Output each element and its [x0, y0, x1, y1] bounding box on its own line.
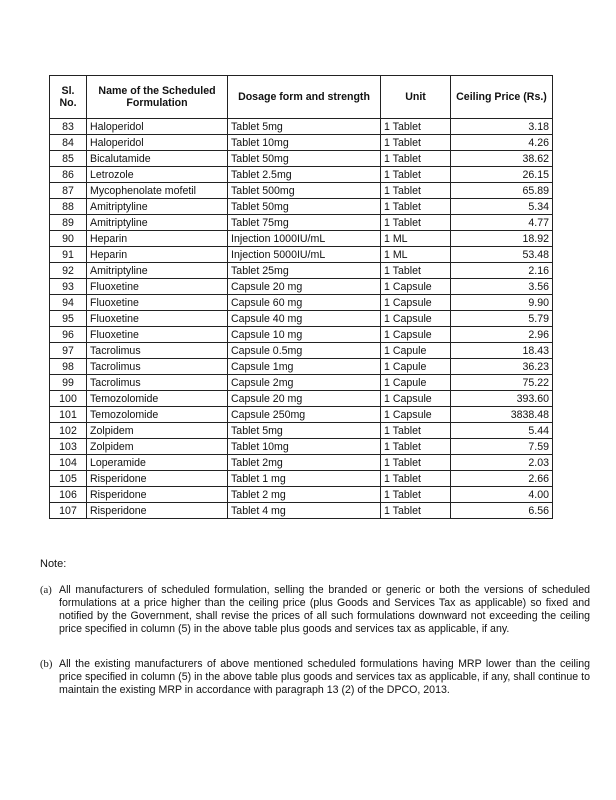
cell-formulation-name: Heparin [87, 231, 228, 247]
note-item-a [40, 584, 590, 636]
cell-dosage-form: Injection 1000IU/mL [228, 231, 381, 247]
table-row [50, 311, 553, 327]
note-b-text: All the existing manufacturers of above mentioned scheduled formulations having MRP lower than the ceiling price specified in column (5) in the above table plus goods and services tax as applicable, if any, shall continue to maintain the existing MRP in accordance with paragraph 13 (2) of the DPCO, 2013. [59, 658, 590, 696]
cell-ceiling-price: 2.96 [451, 327, 553, 343]
cell-formulation-name: Loperamide [87, 455, 228, 471]
note-title: Note: [40, 558, 67, 570]
cell-sl-no: 95 [50, 311, 87, 327]
cell-unit: 1 Tablet [381, 119, 451, 135]
table-row [50, 279, 553, 295]
table-row [50, 439, 553, 455]
cell-ceiling-price: 9.90 [451, 295, 553, 311]
table-row [50, 119, 553, 135]
cell-dosage-form: Capsule 1mg [228, 359, 381, 375]
cell-sl-no: 90 [50, 231, 87, 247]
cell-ceiling-price: 2.03 [451, 455, 553, 471]
cell-unit: 1 Capsule [381, 279, 451, 295]
cell-ceiling-price: 3.18 [451, 119, 553, 135]
cell-ceiling-price: 38.62 [451, 151, 553, 167]
cell-dosage-form: Tablet 25mg [228, 263, 381, 279]
cell-sl-no: 98 [50, 359, 87, 375]
cell-ceiling-price: 4.77 [451, 215, 553, 231]
cell-formulation-name: Haloperidol [87, 135, 228, 151]
cell-dosage-form: Tablet 75mg [228, 215, 381, 231]
cell-sl-no: 89 [50, 215, 87, 231]
note-a-label: (a) [40, 585, 52, 596]
cell-ceiling-price: 5.34 [451, 199, 553, 215]
cell-formulation-name: Tacrolimus [87, 343, 228, 359]
cell-dosage-form: Tablet 5mg [228, 119, 381, 135]
cell-dosage-form: Tablet 50mg [228, 199, 381, 215]
cell-dosage-form: Tablet 5mg [228, 423, 381, 439]
cell-ceiling-price: 3838.48 [451, 407, 553, 423]
header-sl-no: Sl. No. [50, 76, 87, 119]
cell-sl-no: 96 [50, 327, 87, 343]
cell-formulation-name: Fluoxetine [87, 311, 228, 327]
cell-unit: 1 Capsule [381, 391, 451, 407]
cell-unit: 1 Tablet [381, 183, 451, 199]
cell-dosage-form: Tablet 500mg [228, 183, 381, 199]
cell-ceiling-price: 4.00 [451, 487, 553, 503]
cell-formulation-name: Fluoxetine [87, 279, 228, 295]
cell-ceiling-price: 7.59 [451, 439, 553, 455]
table-row [50, 407, 553, 423]
cell-sl-no: 92 [50, 263, 87, 279]
table-row [50, 471, 553, 487]
cell-sl-no: 97 [50, 343, 87, 359]
cell-unit: 1 Tablet [381, 151, 451, 167]
cell-ceiling-price: 5.44 [451, 423, 553, 439]
cell-dosage-form: Tablet 4 mg [228, 503, 381, 519]
cell-ceiling-price: 2.16 [451, 263, 553, 279]
cell-ceiling-price: 65.89 [451, 183, 553, 199]
cell-unit: 1 Tablet [381, 167, 451, 183]
cell-sl-no: 83 [50, 119, 87, 135]
cell-ceiling-price: 2.66 [451, 471, 553, 487]
cell-dosage-form: Capsule 0.5mg [228, 343, 381, 359]
cell-formulation-name: Temozolomide [87, 391, 228, 407]
header-ceiling-price: Ceiling Price (Rs.) [451, 76, 553, 119]
cell-unit: 1 Capule [381, 359, 451, 375]
cell-dosage-form: Tablet 1 mg [228, 471, 381, 487]
table-row [50, 327, 553, 343]
cell-unit: 1 Capsule [381, 295, 451, 311]
cell-sl-no: 85 [50, 151, 87, 167]
cell-ceiling-price: 3.56 [451, 279, 553, 295]
cell-sl-no: 99 [50, 375, 87, 391]
cell-unit: 1 Tablet [381, 439, 451, 455]
note-a-text: All manufacturers of scheduled formulation, selling the branded or generic or both the versions of scheduled formulations at a price higher than the ceiling price (plus Goods and Services Tax as applicable) so fixed and notified by the Government, shall revise the prices of all such formulations downward not exceeding the ceiling price specified in column (5) in the above table plus goods and services tax as applicable, if any. [59, 584, 590, 635]
cell-dosage-form: Capsule 60 mg [228, 295, 381, 311]
cell-sl-no: 105 [50, 471, 87, 487]
header-formulation-name: Name of the Scheduled Formulation [87, 76, 228, 119]
cell-formulation-name: Risperidone [87, 487, 228, 503]
cell-sl-no: 107 [50, 503, 87, 519]
header-dosage-form: Dosage form and strength [228, 76, 381, 119]
table-header-row [50, 76, 553, 119]
cell-ceiling-price: 393.60 [451, 391, 553, 407]
cell-dosage-form: Capsule 2mg [228, 375, 381, 391]
table-row [50, 375, 553, 391]
cell-ceiling-price: 5.79 [451, 311, 553, 327]
cell-unit: 1 Tablet [381, 503, 451, 519]
cell-dosage-form: Injection 5000IU/mL [228, 247, 381, 263]
table-row [50, 455, 553, 471]
cell-formulation-name: Heparin [87, 247, 228, 263]
cell-dosage-form: Tablet 2 mg [228, 487, 381, 503]
cell-formulation-name: Amitriptyline [87, 199, 228, 215]
cell-dosage-form: Tablet 2mg [228, 455, 381, 471]
cell-sl-no: 84 [50, 135, 87, 151]
cell-formulation-name: Fluoxetine [87, 327, 228, 343]
table-body [50, 119, 553, 519]
cell-formulation-name: Amitriptyline [87, 215, 228, 231]
note-b-label: (b) [40, 659, 53, 670]
cell-unit: 1 Tablet [381, 487, 451, 503]
cell-dosage-form: Capsule 250mg [228, 407, 381, 423]
cell-dosage-form: Capsule 40 mg [228, 311, 381, 327]
cell-unit: 1 Capule [381, 375, 451, 391]
table-row [50, 215, 553, 231]
cell-ceiling-price: 18.92 [451, 231, 553, 247]
cell-unit: 1 Tablet [381, 135, 451, 151]
table-row [50, 151, 553, 167]
table-row [50, 343, 553, 359]
table-row [50, 487, 553, 503]
cell-formulation-name: Haloperidol [87, 119, 228, 135]
table-row [50, 199, 553, 215]
cell-sl-no: 101 [50, 407, 87, 423]
cell-unit: 1 Tablet [381, 199, 451, 215]
cell-ceiling-price: 53.48 [451, 247, 553, 263]
cell-unit: 1 Tablet [381, 471, 451, 487]
table-row [50, 183, 553, 199]
cell-ceiling-price: 75.22 [451, 375, 553, 391]
cell-sl-no: 104 [50, 455, 87, 471]
table-row [50, 247, 553, 263]
cell-formulation-name: Temozolomide [87, 407, 228, 423]
cell-ceiling-price: 4.26 [451, 135, 553, 151]
table-row [50, 263, 553, 279]
table-row [50, 295, 553, 311]
cell-sl-no: 106 [50, 487, 87, 503]
cell-sl-no: 100 [50, 391, 87, 407]
cell-unit: 1 Tablet [381, 423, 451, 439]
cell-unit: 1 Capsule [381, 327, 451, 343]
cell-sl-no: 94 [50, 295, 87, 311]
cell-dosage-form: Capsule 10 mg [228, 327, 381, 343]
cell-formulation-name: Amitriptyline [87, 263, 228, 279]
table-row [50, 167, 553, 183]
table-row [50, 231, 553, 247]
cell-sl-no: 103 [50, 439, 87, 455]
cell-formulation-name: Letrozole [87, 167, 228, 183]
header-unit: Unit [381, 76, 451, 119]
cell-unit: 1 ML [381, 231, 451, 247]
cell-unit: 1 Tablet [381, 215, 451, 231]
cell-formulation-name: Tacrolimus [87, 375, 228, 391]
cell-sl-no: 93 [50, 279, 87, 295]
cell-ceiling-price: 6.56 [451, 503, 553, 519]
cell-unit: 1 ML [381, 247, 451, 263]
cell-unit: 1 Tablet [381, 263, 451, 279]
cell-dosage-form: Tablet 10mg [228, 439, 381, 455]
cell-sl-no: 91 [50, 247, 87, 263]
cell-dosage-form: Capsule 20 mg [228, 279, 381, 295]
cell-formulation-name: Fluoxetine [87, 295, 228, 311]
table-row [50, 359, 553, 375]
cell-formulation-name: Zolpidem [87, 439, 228, 455]
ceiling-price-table [49, 75, 553, 519]
cell-ceiling-price: 26.15 [451, 167, 553, 183]
cell-dosage-form: Capsule 20 mg [228, 391, 381, 407]
note-item-b [40, 658, 590, 697]
cell-formulation-name: Risperidone [87, 471, 228, 487]
table-row [50, 423, 553, 439]
table-row [50, 135, 553, 151]
cell-unit: 1 Capsule [381, 407, 451, 423]
cell-ceiling-price: 36.23 [451, 359, 553, 375]
cell-sl-no: 88 [50, 199, 87, 215]
cell-formulation-name: Risperidone [87, 503, 228, 519]
cell-unit: 1 Capsule [381, 311, 451, 327]
cell-dosage-form: Tablet 50mg [228, 151, 381, 167]
cell-sl-no: 102 [50, 423, 87, 439]
cell-formulation-name: Tacrolimus [87, 359, 228, 375]
table-row [50, 391, 553, 407]
cell-ceiling-price: 18.43 [451, 343, 553, 359]
table-row [50, 503, 553, 519]
cell-formulation-name: Mycophenolate mofetil [87, 183, 228, 199]
cell-sl-no: 87 [50, 183, 87, 199]
cell-unit: 1 Tablet [381, 455, 451, 471]
cell-dosage-form: Tablet 2.5mg [228, 167, 381, 183]
cell-unit: 1 Capule [381, 343, 451, 359]
cell-formulation-name: Zolpidem [87, 423, 228, 439]
cell-formulation-name: Bicalutamide [87, 151, 228, 167]
cell-dosage-form: Tablet 10mg [228, 135, 381, 151]
cell-sl-no: 86 [50, 167, 87, 183]
